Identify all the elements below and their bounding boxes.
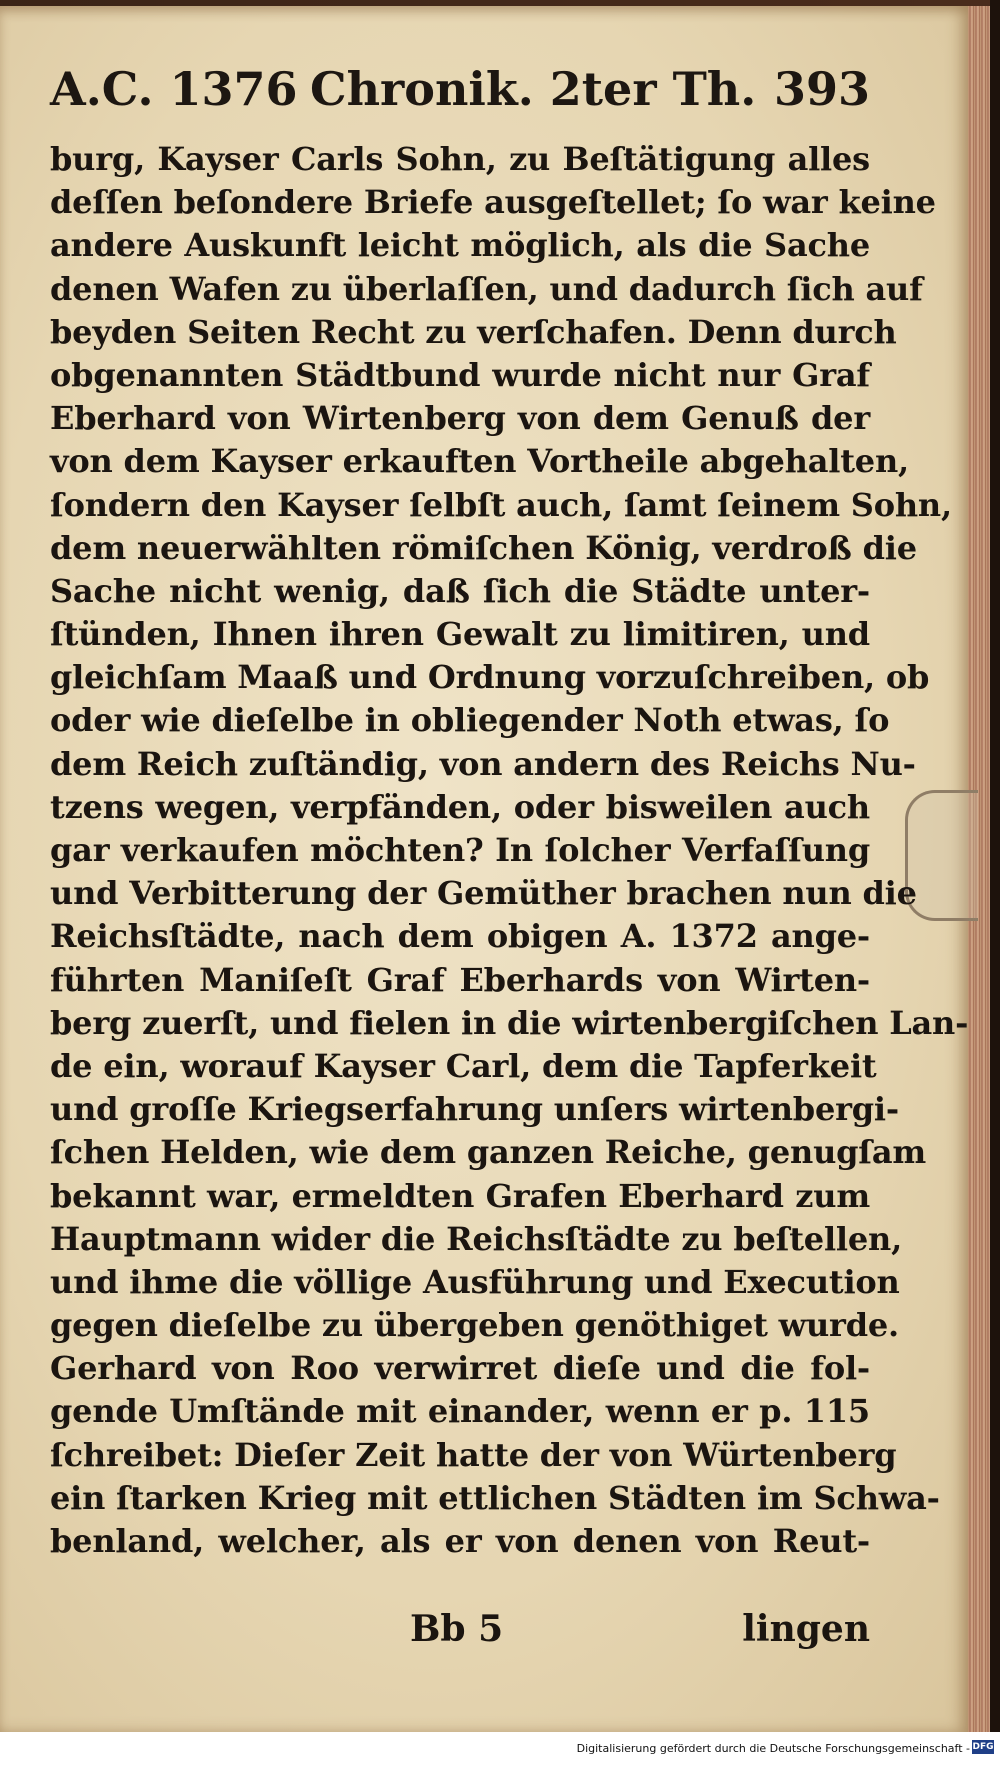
text-line: burg, Kayser Carls Sohn, zu Beſtätigung alles — [50, 140, 870, 178]
text-line: beyden Seiten Recht zu verſchafen. Denn durch — [50, 312, 897, 351]
running-head — [50, 62, 870, 122]
digitization-credit: Digitalisierung gefördert durch die Deutsche Forschungsgemeinschaft - — [576, 1742, 970, 1755]
text-line: obgenannten Städtbund wurde nicht nur Graf — [50, 355, 870, 394]
text-line: und ihme die völlige Ausführung und Execution — [50, 1262, 900, 1301]
text-line: gar verkaufen möchten? In ſolcher Verfaſſung — [50, 831, 870, 869]
text-line: oder wie dieſelbe in obliegender Noth etwas, ſo — [50, 701, 890, 740]
text-line: tzens wegen, verpfänden, oder bisweilen auch — [50, 787, 870, 826]
text-line: und groſſe Kriegserfahrung unſers wirtenbergi- — [50, 1090, 899, 1129]
text-line: denen Wafen zu überlaſſen, und dadurch ſich auf — [50, 269, 923, 308]
text-line: Gerhard von Roo verwirret dieſe und die fol- — [50, 1349, 870, 1388]
footer-strip — [0, 1732, 1000, 1772]
book-spine — [990, 0, 1000, 1772]
text-line: gende Umſtände mit einander, wenn er p. 115 — [50, 1392, 870, 1431]
text-line: ſchen Helden, wie dem ganzen Reiche, genugſam — [50, 1133, 927, 1172]
text-line: dem neuerwählten römiſchen König, verdroß die — [50, 528, 917, 567]
text-line: ſondern den Kayser ſelbſt auch, ſamt ſeinem Sohn, — [50, 485, 952, 524]
text-line: gegen dieſelbe zu übergeben genöthiget wurde. — [50, 1306, 899, 1345]
text-line: benland, welcher, als er von denen von Reut- — [50, 1522, 870, 1560]
signature-mark: Bb 5 — [410, 1608, 504, 1650]
header-year: A.C. 1376 — [50, 62, 298, 116]
header-title: Chronik. 2ter Th. — [310, 62, 757, 116]
text-line: dem Reich zuſtändig, von andern des Reichs Nu- — [50, 744, 916, 783]
page-number: 393 — [773, 62, 870, 116]
text-line: andere Auskunft leicht möglich, als die Sache — [50, 226, 870, 265]
text-line: Hauptmann wider die Reichsſtädte zu beſtellen, — [50, 1219, 903, 1258]
dfg-logo-icon: DFG — [972, 1742, 994, 1752]
catchword: lingen — [742, 1608, 870, 1650]
text-line: deſſen beſondere Briefe ausgeſtellet; ſo war keine — [50, 183, 936, 222]
text-line: von dem Kayser erkauften Vortheile abgehalten, — [50, 442, 909, 481]
text-line: bekannt war, ermeldten Grafen Eberhard zum — [50, 1176, 870, 1215]
text-line: Eberhard von Wirtenberg von dem Genuß der — [50, 399, 870, 438]
text-line: ſtünden, Ihnen ihren Gewalt zu limitiren, und — [50, 615, 870, 654]
text-line: ſchreibet: Dieſer Zeit hatte der von Würtenberg — [50, 1435, 897, 1474]
text-line: Reichsſtädte, nach dem obigen A. 1372 ange- — [50, 917, 870, 956]
text-line: und Verbitterung der Gemüther brachen nun die — [50, 874, 917, 913]
text-line: de ein, worauf Kayser Carl, dem die Tapferkeit — [50, 1046, 877, 1085]
text-line: führten Maniſeſt Graf Eberhards von Wirten- — [50, 960, 870, 999]
text-line: ein ſtarken Krieg mit ettlichen Städten im Schwa- — [50, 1478, 940, 1517]
text-line: Sache nicht wenig, daß ſich die Städte unter- — [50, 571, 870, 610]
text-line: gleichſam Maaß und Ordnung vorzuſchreiben, ob — [50, 658, 930, 697]
signature-line — [50, 1608, 870, 1656]
body-text — [50, 138, 969, 1563]
text-line: berg zuerſt, und fielen in die wirtenbergiſchen Lan- — [50, 1003, 969, 1042]
